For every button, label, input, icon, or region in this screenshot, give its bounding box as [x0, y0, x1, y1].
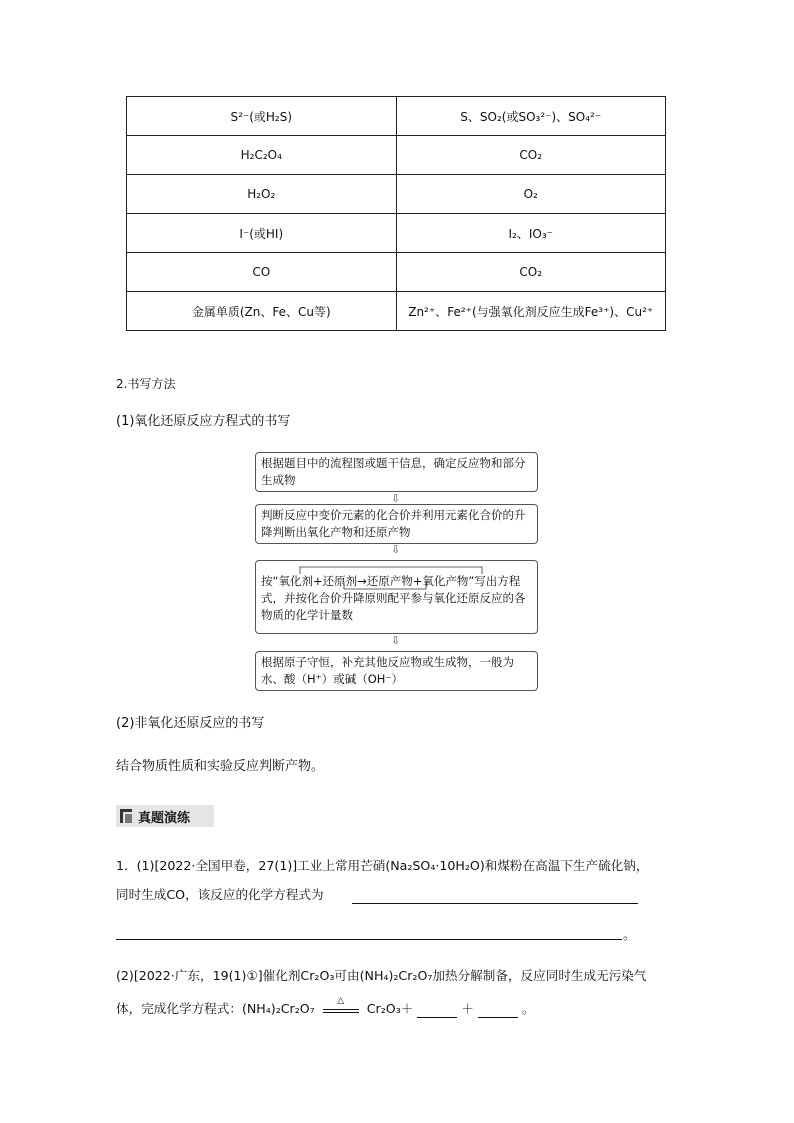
q2-plus: ＋	[461, 1001, 474, 1016]
section-title: 2.书写方法	[116, 377, 176, 391]
redox-product-table	[126, 96, 666, 331]
q2-blank-2[interactable]	[478, 1003, 518, 1018]
subsection-2-title: (2)非氧化还原反应的书写	[116, 716, 265, 731]
reductant-cell: CO	[127, 253, 397, 292]
heat-condition-arrow	[323, 998, 359, 1018]
section-icon	[120, 809, 132, 823]
reductant-cell: 金属单质(Zn、Fe、Cu等)	[127, 292, 397, 331]
oxidation-product-cell: CO₂	[396, 253, 666, 292]
subsection-1-title: (1)氧化还原反应方程式的书写	[116, 414, 291, 429]
flow-step-4: 根据原子守恒，补充其他反应物或生成物，一般为水、酸（H⁺）或碱（OH⁻）	[255, 651, 538, 691]
flow-step-3-text: 按“氧化剂+还原剂→还原产物+氧化产物”写出方程式，并按化合价升降原则配平参与氧化还原反应的各物质的化学计量数	[261, 574, 526, 622]
q2-line2-prefix: 体，完成化学方程式：(NH₄)₂Cr₂O₇	[116, 1001, 315, 1016]
table-row	[127, 214, 666, 253]
q1-line1: 1．(1)[2022·全国甲卷，27(1)]工业上常用芒硝(Na₂SO₄·10H₂O)和煤粉在高温下生产硫化钠，	[116, 858, 649, 873]
table-row	[127, 175, 666, 214]
flow-step-3	[255, 560, 538, 634]
q1-end-mark: 。	[623, 928, 637, 943]
table-row	[127, 97, 666, 136]
q2-line2	[116, 998, 535, 1018]
q2-blank-1[interactable]	[417, 1003, 457, 1018]
reductant-cell: H₂C₂O₄	[127, 136, 397, 175]
reductant-cell: H₂O₂	[127, 175, 397, 214]
oxidation-product-cell: CO₂	[396, 136, 666, 175]
reductant-cell: S²⁻(或H₂S)	[127, 97, 397, 136]
q2-end-mark: 。	[522, 1001, 535, 1016]
oxidation-product-cell: I₂、IO₃⁻	[396, 214, 666, 253]
banner-label: 真题演练	[138, 811, 191, 826]
q1-line2-text: 同时生成CO，该反应的化学方程式为	[116, 887, 324, 902]
flow-arrow-1: ⇩	[391, 492, 401, 505]
q2-line1: (2)[2022·广东，19(1)①]催化剂Cr₂O₃可由(NH₄)₂Cr₂O₇加热分解制备，反应同时生成无污染气	[116, 968, 647, 983]
oxidation-product-cell: O₂	[396, 175, 666, 214]
q2-line2-suffix: Cr₂O₃＋	[366, 1001, 414, 1016]
reductant-cell: I⁻(或HI)	[127, 214, 397, 253]
practice-banner	[116, 805, 214, 827]
flow-step-1: 根据题目中的流程图或题干信息，确定反应物和部分生成物	[255, 452, 538, 492]
table-row	[127, 136, 666, 175]
heat-condition-symbol: △	[337, 996, 345, 1006]
flow-arrow-2: ⇩	[391, 543, 401, 556]
oxidation-product-cell: Zn²⁺、Fe²⁺(与强氧化剂反应生成Fe³⁺)、Cu²⁺	[396, 292, 666, 331]
q1-answer-blank-1[interactable]	[352, 903, 638, 904]
oxidation-product-cell: S、SO₂(或SO₃²⁻)、SO₄²⁻	[396, 97, 666, 136]
electron-transfer-brackets	[296, 564, 496, 592]
flow-step-2: 判断反应中变价元素的化合价并利用元素化合价的升降判断出氧化产物和还原产物	[255, 504, 538, 544]
table-row	[127, 292, 666, 331]
table-row	[127, 253, 666, 292]
flow-arrow-3: ⇩	[391, 634, 401, 647]
q1-answer-blank-2[interactable]	[116, 939, 622, 940]
q1-line2	[116, 886, 324, 904]
subsection-2-text: 结合物质性质和实验反应判断产物。	[116, 759, 325, 774]
